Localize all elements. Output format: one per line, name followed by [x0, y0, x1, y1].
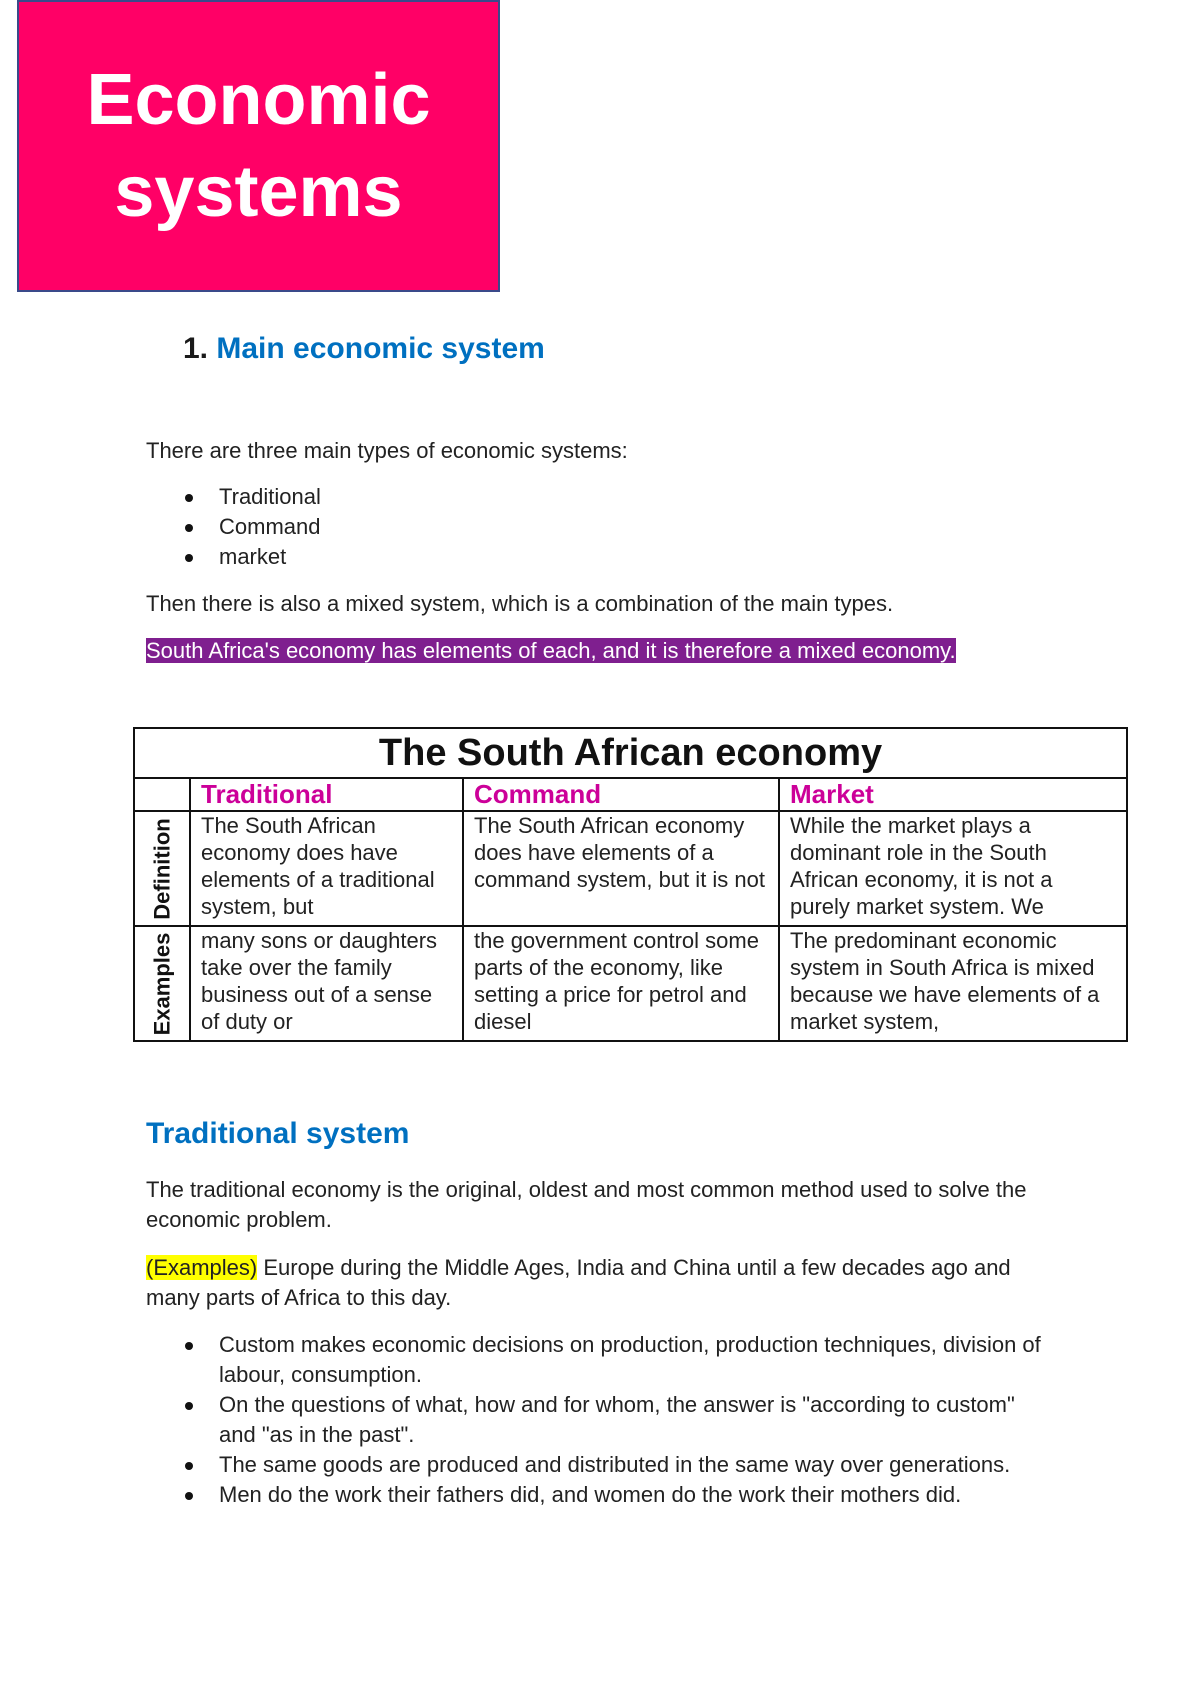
section-number: 1. — [183, 332, 209, 365]
table-cell — [779, 926, 1127, 1041]
cell-text: The predominant economic system in South Africa is mixed because we have elements of a market system, — [790, 928, 1100, 1034]
traditional-list — [185, 1330, 1045, 1510]
table-cell — [190, 811, 463, 926]
table-cell — [190, 926, 463, 1041]
section-heading-text: Main economic system — [216, 332, 545, 365]
table-row — [134, 926, 1127, 1041]
traditional-intro: The traditional economy is the original, oldest and most common method used to solve the economic problem. — [146, 1177, 1027, 1232]
column-header-market: Market — [779, 778, 1127, 811]
highlighted-text: South Africa's economy has elements of each, and it is therefore a mixed economy. — [146, 638, 956, 663]
highlight-paragraph — [146, 636, 956, 666]
table-cell — [463, 926, 779, 1041]
examples-text: Europe during the Middle Ages, India and China until a few decades ago and many parts of Africa to this day. — [146, 1255, 1011, 1310]
types-list — [185, 482, 321, 572]
examples-tag: (Examples) — [146, 1255, 258, 1280]
section-heading-traditional: Traditional system — [146, 1117, 410, 1150]
list-item: Custom makes economic decisions on production, production techniques, division of labour, consumption. — [185, 1330, 1045, 1390]
table-cell — [463, 811, 779, 926]
list-item: Traditional — [185, 482, 321, 512]
list-item: On the questions of what, how and for whom, the answer is "according to custom" and "as in the past". — [185, 1390, 1045, 1450]
title-banner — [17, 0, 500, 292]
cell-text: the government control some parts of the economy, like setting a price for petrol and diesel — [474, 928, 759, 1034]
row-label-definition: Definition — [149, 817, 175, 920]
table-caption: The South African economy — [134, 728, 1127, 778]
cell-text: While the market plays a dominant role in the South African economy, it is not a purely market system. We — [790, 813, 1053, 919]
column-header-command: Command — [463, 778, 779, 811]
title-line-2: systems — [114, 152, 403, 232]
list-item: market — [185, 542, 321, 572]
column-header-traditional: Traditional — [190, 778, 463, 811]
row-label-examples: Examples — [149, 932, 175, 1035]
cell-text: many sons or daughters take over the family business out of a sense of duty or — [201, 928, 438, 1034]
table-row — [134, 811, 1127, 926]
intro-paragraph: There are three main types of economic systems: — [146, 438, 628, 463]
table-corner-cell — [134, 778, 190, 811]
cell-text: The South African economy does have elements of a command system, but it is not — [474, 813, 765, 892]
table-cell — [779, 811, 1127, 926]
list-item: Men do the work their fathers did, and women do the work their mothers did. — [185, 1480, 1045, 1510]
title-line-1: Economic — [86, 60, 431, 140]
row-label-cell — [134, 926, 190, 1041]
row-label-cell — [134, 811, 190, 926]
mixed-paragraph: Then there is also a mixed system, which is a combination of the main types. — [146, 591, 894, 616]
economy-table — [133, 727, 1128, 1042]
examples-paragraph — [146, 1253, 1066, 1313]
list-item: Command — [185, 512, 321, 542]
list-item: The same goods are produced and distributed in the same way over generations. — [185, 1450, 1045, 1480]
section-heading-main — [183, 332, 545, 366]
document-title — [86, 54, 430, 238]
cell-text: The South African economy does have elements of a traditional system, but — [201, 813, 435, 919]
